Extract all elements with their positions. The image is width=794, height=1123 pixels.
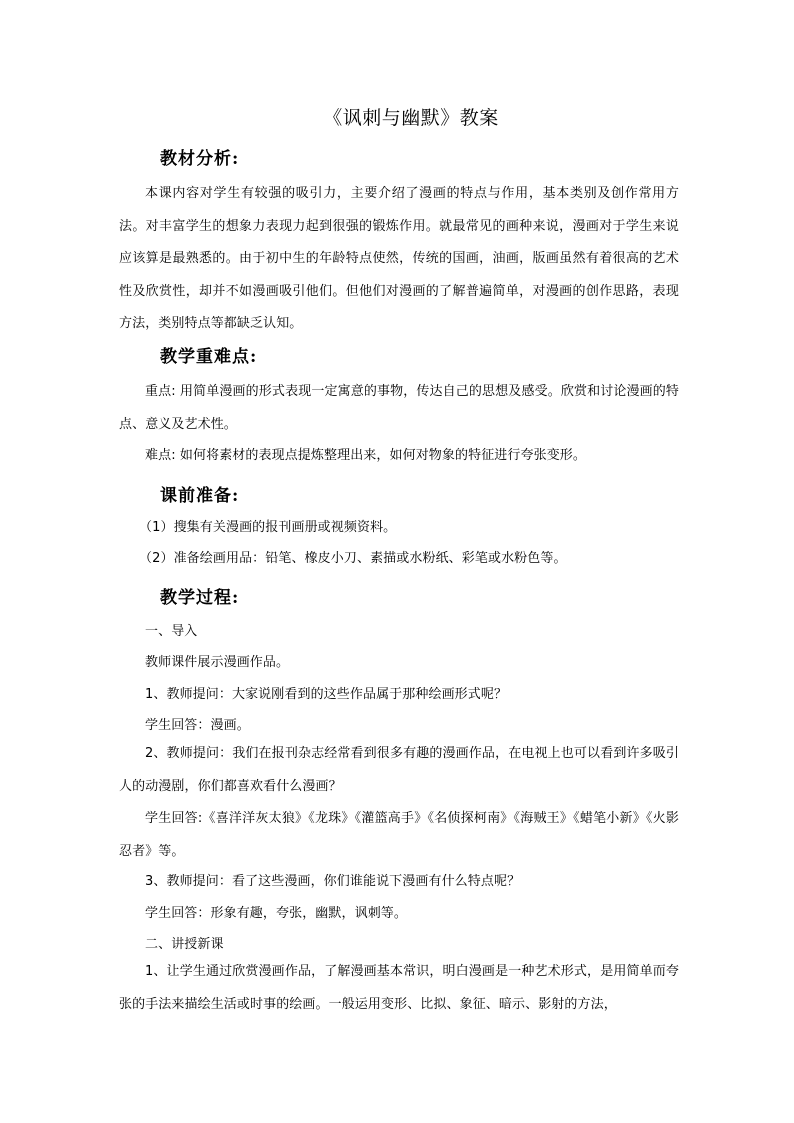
paragraph-material-analysis: 本课内容对学生有较强的吸引力，主要介绍了漫画的特点与作用，基本类别及创作常用方法。对丰富学生的想象力表现力起到很强的锻炼作用。就最常见的画种来说，漫画对于学生来说应该算是最熟悉的。由于初中生的年龄特点使然，传统的国画，油画，版画虽然有着很高的艺术性及欣赏性，却并不如漫画吸引他们。但他们对漫画的了解普遍简单，对漫画的创作思路，表现方法，类别特点等都缺乏认知。 <box>119 186 679 331</box>
process-paragraph-4: 2、教师提问：我们在报刊杂志经常看到很多有趣的漫画作品，在电视上也可以看到许多吸引人的动漫剧，你们都喜欢看什么漫画？ <box>119 746 679 794</box>
prep-item-2: （2）准备绘画用品：铅笔、橡皮小刀、素描或水粉纸、彩笔或水粉色等。 <box>139 551 567 566</box>
part2-title: 二、讲授新课 <box>145 937 224 952</box>
process-paragraph-6: 3、教师提问：看了这些漫画，你们谁能说下漫画有什么特点呢？ <box>145 874 521 889</box>
heading-preparation: 课前准备: <box>160 486 240 506</box>
heading-material-analysis: 教材分析: <box>160 149 240 169</box>
process-paragraph-3: 学生回答：漫画。 <box>145 718 250 733</box>
paragraph-key-point: 重点: 用简单漫画的形式表现一定寓意的事物，传达自己的思想及感受。欣赏和讨论漫画的特点、意义及艺术性。 <box>119 384 679 432</box>
prep-item-1: （1）搜集有关漫画的报刊画册或视频资料。 <box>139 520 397 535</box>
process-paragraph-1: 教师课件展示漫画作品。 <box>145 655 290 670</box>
document-title: 《讽刺与幽默》教案 <box>323 107 499 129</box>
paragraph-difficult-point: 难点: 如何将素材的表现点提炼整理出来，如何对物象的特征进行夸张变形。 <box>145 448 587 463</box>
part1-title: 一、导入 <box>145 624 198 639</box>
process-paragraph-7: 学生回答：形象有趣，夸张，幽默，讽刺等。 <box>145 906 408 921</box>
process-paragraph-2: 1、教师提问：大家说刚看到的这些作品属于那种绘画形式呢？ <box>145 687 508 702</box>
heading-teaching-process: 教学过程: <box>160 588 240 608</box>
heading-key-difficult-points: 教学重难点: <box>160 347 258 367</box>
process-paragraph-8: 1、让学生通过欣赏漫画作品，了解漫画基本常识，明白漫画是一种艺术形式，是用简单而夸张的手法来描绘生活或时事的绘画。一般运用变形、比拟、象征、暗示、影射的方法， <box>119 964 679 1012</box>
process-paragraph-5: 学生回答:《喜洋洋灰太狼》《龙珠》《灌篮高手》《名侦探柯南》《海贼王》《蜡笔小新》《火影忍者》等。 <box>119 811 679 859</box>
